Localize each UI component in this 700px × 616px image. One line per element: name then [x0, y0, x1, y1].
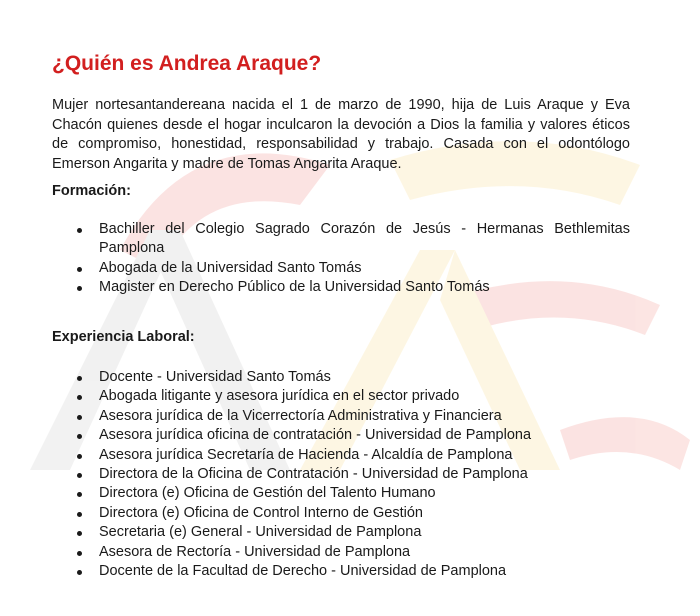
list-item: Magister en Derecho Público de la Universidad Santo Tomás — [52, 278, 630, 297]
page-title: ¿Quién es Andrea Araque? — [52, 52, 322, 75]
list-item: Directora de la Oficina de Contratación - Universidad de Pamplona — [52, 465, 630, 484]
bullet-icon — [77, 286, 82, 291]
bullet-icon — [77, 228, 82, 233]
list-item: Abogada de la Universidad Santo Tomás — [52, 259, 630, 278]
formacion-list — [52, 220, 630, 298]
list-item: Directora (e) Oficina de Control Interno de Gestión — [52, 504, 630, 523]
list-item: Asesora jurídica oficina de contratación - Universidad de Pamplona — [52, 426, 630, 445]
experiencia-list — [52, 368, 630, 581]
list-item: Abogada litigante y asesora jurídica en el sector privado — [52, 387, 630, 406]
bullet-icon — [77, 492, 82, 497]
bullet-icon — [77, 454, 82, 459]
bullet-icon — [77, 570, 82, 575]
experiencia-heading: Experiencia Laboral: — [52, 329, 195, 345]
bullet-icon — [77, 473, 82, 478]
bullet-icon — [77, 434, 82, 439]
formacion-heading: Formación: — [52, 183, 131, 199]
list-item: Asesora de Rectoría - Universidad de Pamplona — [52, 543, 630, 562]
list-item: Secretaria (e) General - Universidad de Pamplona — [52, 523, 630, 542]
bio-paragraph: Mujer nortesantandereana nacida el 1 de marzo de 1990, hija de Luis Araque y Eva Chacón quienes desde el hogar inculcaron la devoción a Dios la familia y valores éticos de compromiso, honestidad, responsabilidad y trabajo. Casada con el odontólogo Emerson Angarita y madre de Tomas Angarita Araque. — [52, 97, 630, 172]
list-item: Directora (e) Oficina de Gestión del Talento Humano — [52, 484, 630, 503]
list-item: Asesora jurídica de la Vicerrectoría Administrativa y Financiera — [52, 407, 630, 426]
bullet-icon — [77, 551, 82, 556]
list-item: Asesora jurídica Secretaría de Hacienda - Alcaldía de Pamplona — [52, 446, 630, 465]
bullet-icon — [77, 376, 82, 381]
bullet-icon — [77, 512, 82, 517]
list-item: Bachiller del Colegio Sagrado Corazón de Jesús - Hermanas Bethlemitas Pamplona — [52, 220, 630, 259]
list-item: Docente de la Facultad de Derecho - Universidad de Pamplona — [52, 562, 630, 581]
bullet-icon — [77, 395, 82, 400]
bullet-icon — [77, 415, 82, 420]
bullet-icon — [77, 531, 82, 536]
list-item: Docente - Universidad Santo Tomás — [52, 368, 630, 387]
bullet-icon — [77, 267, 82, 272]
